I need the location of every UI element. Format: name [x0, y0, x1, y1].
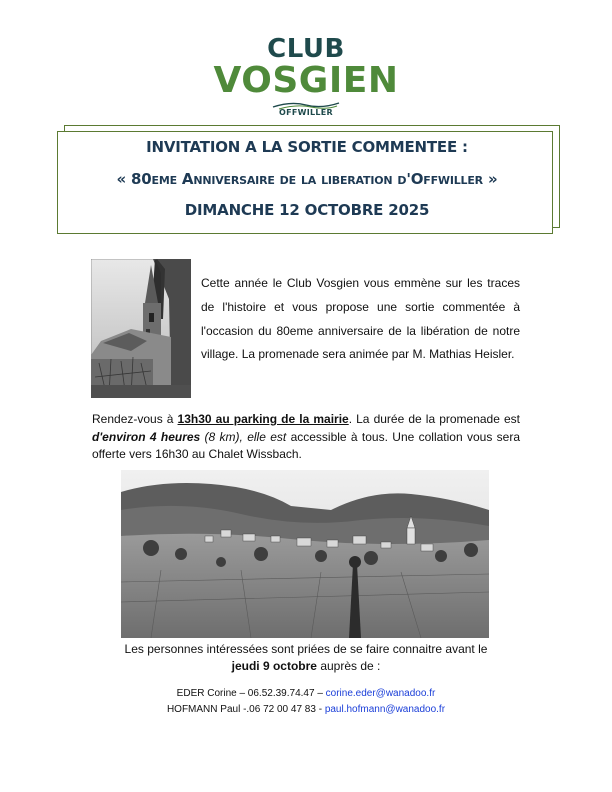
rdv-text-3: accessible à tous. Une collation vous sera offerte vers 16h30 au Chalet Wissbach. — [92, 429, 520, 461]
header-date: DIMANCHE 12 OCTOBRE 2025 — [184, 201, 430, 219]
rendezvous-paragraph — [92, 411, 520, 464]
closing-line-2-rest: auprès de : — [316, 659, 381, 673]
closing-line-2 — [92, 658, 520, 675]
village-panorama-photo — [121, 470, 489, 638]
contact-email-link[interactable]: paul.hofmann@wanadoo.fr — [324, 704, 446, 715]
rdv-meeting-point: 13h30 au parking de la mairie — [177, 412, 349, 426]
closing-line-1: Les personnes intéressées sont priées de se faire connaitre avant le — [124, 642, 488, 656]
contacts-block — [92, 686, 520, 718]
rdv-distance: (8 km), elle est — [200, 429, 287, 444]
closing-paragraph — [92, 641, 520, 675]
contact-email-link[interactable]: corine.eder@wanadoo.fr — [325, 688, 436, 699]
logo-club-text: CLUB — [267, 34, 345, 64]
rdv-duration: d'environ 4 heures — [92, 429, 201, 444]
closing-deadline: jeudi 9 octobre — [231, 659, 317, 673]
header-subtitle: « 80eme Anniversaire de la liberation d'Offwiller » — [116, 170, 498, 188]
club-vosgien-logo — [0, 36, 612, 117]
logo-vosgien-text: VOSGIEN — [213, 60, 399, 101]
contact-name-phone: HOFMANN Paul -.06 72 00 47 83 - — [166, 704, 325, 715]
rdv-text-2: . La durée de la promenade est — [348, 412, 520, 426]
rdv-text-1: Rendez-vous à — [92, 412, 178, 426]
header-title: INVITATION A LA SORTIE COMMENTEE : — [146, 138, 468, 156]
contact-name-phone: EDER Corine – 06.52.39.74.47 – — [176, 688, 326, 699]
intro-paragraph: Cette année le Club Vosgien vous emmène sur les traces de l'histoire et vous propose une sortie commentée à l'occasion du 80eme anniversaire de la libération de notre village. La promenade sera animée par M. Mathias Heisler. — [201, 276, 520, 362]
church-photo — [91, 259, 191, 398]
logo-town-text: OFFWILLER — [278, 108, 334, 117]
contact-row — [92, 686, 520, 702]
contact-row — [92, 702, 520, 718]
header-block — [60, 131, 554, 219]
